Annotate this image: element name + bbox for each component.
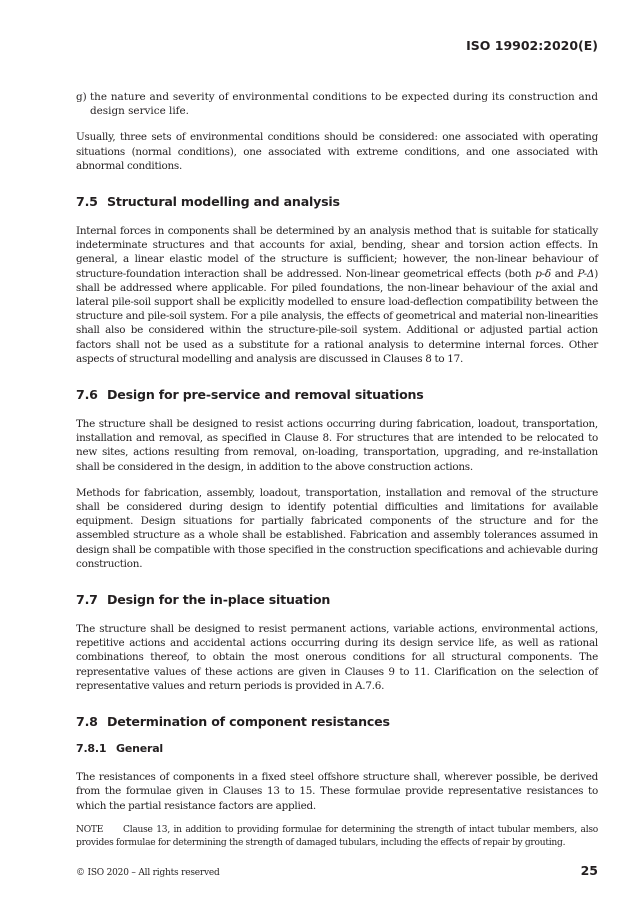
section-7-6-heading — [76, 387, 598, 403]
subsection-number: 7.8.1 — [76, 742, 107, 756]
section-title: Structural modelling and analysis — [107, 194, 340, 210]
note-label: NOTE — [76, 824, 104, 835]
subsection-title: General — [116, 742, 163, 756]
section-number: 7.6 — [76, 387, 98, 403]
document-id: ISO 19902:2020(E) — [466, 38, 598, 53]
page-footer — [76, 863, 598, 878]
big-p-delta-symbol: P-Δ — [577, 267, 595, 280]
list-item-text: the nature and severity of environmental conditions to be expected during its construction and design service life. — [90, 91, 598, 118]
document-body — [76, 90, 598, 850]
list-item-g — [76, 90, 598, 118]
section-number: 7.5 — [76, 194, 98, 210]
note-text: Clause 13, in addition to providing formulae for determining the strength of intact tubular members, also provides formulae for determining the strength of damaged tubulars, including the effects of repair by grouting. — [76, 824, 598, 848]
section-number: 7.8 — [76, 714, 98, 730]
section-7-8-heading — [76, 714, 598, 730]
page-number: 25 — [580, 863, 598, 878]
p-delta-symbol: p-δ — [535, 267, 551, 280]
section-title: Determination of component resistances — [107, 714, 390, 730]
note — [76, 824, 598, 850]
copyright-notice: © ISO 2020 – All rights reserved — [76, 868, 220, 878]
section-7-5-paragraph: Internal forces in components shall be determined by an analysis method that is suitable for statically indeterminate structures and that accounts for axial, bending, shear and torsion action effects. In general, a linear elastic model of the structure is sufficient; however, the non-linear behaviour of structure-foundation interaction shall be addressed. Non-linear geometrical effects (both p-δ and P-Δ) shall be addressed where applicable. For piled foundations, the non-linear behaviour of the axial and lateral pile-soil support shall be explicitly modelled to ensure load-deflection compatibility between the structure and pile-soil system. For a pile analysis, the effects of geometrical and material non-linearities shall also be considered within the structure-pile-soil system. Additional or adjusted partial action factors shall not be used as a substitute for a rational analysis to determine internal forces. Other aspects of structural modelling and analysis are discussed in Clauses 8 to 17. — [76, 225, 598, 365]
section-number: 7.7 — [76, 592, 98, 608]
list-item-label: g) — [76, 91, 87, 103]
section-7-8-1-heading — [76, 742, 598, 756]
section-title: Design for the in-place situation — [107, 592, 331, 608]
intro-paragraph: Usually, three sets of environmental conditions should be considered: one associated with operating situations (normal conditions), one associated with extreme conditions, and one associated with abnormal conditions. — [76, 131, 598, 172]
section-7-7-heading — [76, 592, 598, 608]
section-7-6-paragraph-1: The structure shall be designed to resist actions occurring during fabrication, loadout, transportation, installation and removal, as specified in Clause 8. For structures that are intended to be relocated to new sites, actions resulting from removal, on-loading, transportation, upgrading, and re-installation shall be considered in the design, in addition to the above construction actions. — [76, 418, 598, 473]
section-7-6-paragraph-2: Methods for fabrication, assembly, loadout, transportation, installation and removal of the structure shall be considered during design to identify potential difficulties and limitations for available equipment. Design situations for partially fabricated components of the structure and for the assembled structure as a whole shall be established. Fabrication and assembly tolerances assumed in design shall be compatible with those specified in the construction specifications and achievable during construction. — [76, 486, 598, 570]
section-title: Design for pre-service and removal situations — [107, 387, 424, 403]
section-7-5-heading — [76, 194, 598, 210]
section-7-7-paragraph: The structure shall be designed to resist permanent actions, variable actions, environmental actions, repetitive actions and accidental actions occurring during its design service life, as well as rational combinations thereof, to obtain the most onerous conditions for all structural components. The representative values of these actions are given in Clauses 9 to 11. Clarification on the selection of representative values and return periods is provided in A.7.6. — [76, 623, 598, 692]
section-7-8-1-paragraph: The resistances of components in a fixed steel offshore structure shall, wherever possible, be derived from the formulae given in Clauses 13 to 15. These formulae provide representative resistances to which the partial resistance factors are applied. — [76, 771, 598, 812]
